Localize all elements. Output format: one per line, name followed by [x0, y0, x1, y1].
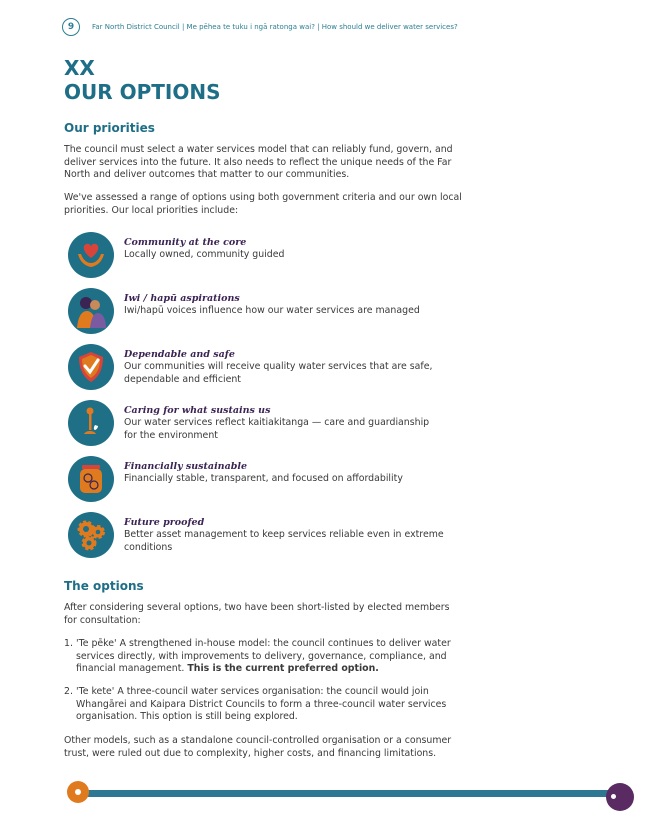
footer-circle-right — [606, 783, 634, 811]
priority-item — [68, 400, 468, 448]
water-tap-icon — [68, 400, 114, 446]
heart-hands-icon — [68, 232, 114, 278]
priority-desc: Locally owned, community guided — [124, 249, 285, 260]
page-number: 9 — [62, 18, 80, 36]
options-intro: After considering several options, two have been short-listed by elected members for consultation: — [64, 602, 450, 626]
option-number: 1. — [64, 638, 73, 649]
option-item — [64, 686, 464, 724]
footer-bar — [78, 790, 618, 797]
priority-desc: Better asset management to keep services reliable even in extreme conditions — [124, 529, 444, 553]
footer-circle-left — [67, 781, 89, 803]
priority-desc: Financially stable, transparent, and focused on affordability — [124, 473, 403, 484]
priorities-para-2: We've assessed a range of options using both government criteria and our own local priorities. Our local priorities include: — [64, 192, 462, 216]
priority-title: Financially sustainable — [124, 461, 248, 472]
priority-item — [68, 288, 468, 336]
option-text: 'Te pēke' A strengthened in-house model: the council continues to deliver water services directly, with improvements to delivery, governance, compliance, and financial management. — [76, 638, 451, 675]
money-jar-icon — [68, 456, 114, 502]
priority-item — [68, 232, 468, 280]
priority-title: Future proofed — [124, 517, 205, 528]
shield-check-icon — [68, 344, 114, 390]
priority-title: Community at the core — [124, 237, 247, 248]
priority-title: Dependable and safe — [124, 349, 235, 360]
priorities-heading: Our priorities — [64, 121, 155, 135]
priority-item — [68, 456, 468, 504]
priority-title: Iwi / hapū aspirations — [124, 293, 240, 304]
priority-desc: Our communities will receive quality water services that are safe, dependable and efficient — [124, 361, 433, 385]
option-text: 'Te kete' A three-council water services organisation: the council would join Whangārei and Kaipara District Councils to form a three-council water services organisation. This option is still being explored. — [76, 686, 447, 723]
option-number: 2. — [64, 686, 73, 697]
people-embrace-icon — [68, 288, 114, 334]
priority-title: Caring for what sustains us — [124, 405, 271, 416]
option-item — [64, 638, 464, 676]
options-closing: Other models, such as a standalone council-controlled organisation or a consumer trust, were ruled out due to complexity, higher costs, and financing limitations. — [64, 735, 452, 759]
page-title — [64, 56, 221, 104]
priority-desc: Our water services reflect kaitiakitanga — care and guardianship for the environment — [124, 417, 430, 441]
option-bold-note: This is the current preferred option. — [187, 663, 379, 675]
title-line-1: XX — [64, 56, 95, 80]
options-heading: The options — [64, 579, 144, 593]
priority-item — [68, 512, 468, 560]
title-line-2: OUR OPTIONS — [64, 80, 221, 104]
priority-desc: Iwi/hapū voices influence how our water services are managed — [124, 305, 420, 316]
priorities-para-1: The council must select a water services model that can reliably fund, govern, and deliver services into the future. It also needs to reflect the unique needs of the Far North and deliver outcomes that matter to our communities. — [64, 144, 453, 181]
priority-item — [68, 344, 468, 392]
page-header — [62, 18, 458, 36]
breadcrumb: Far North District Council | Me pēhea te tuku i ngā ratonga wai? | How should we deliver water services? — [92, 23, 458, 31]
gears-icon — [68, 512, 114, 558]
